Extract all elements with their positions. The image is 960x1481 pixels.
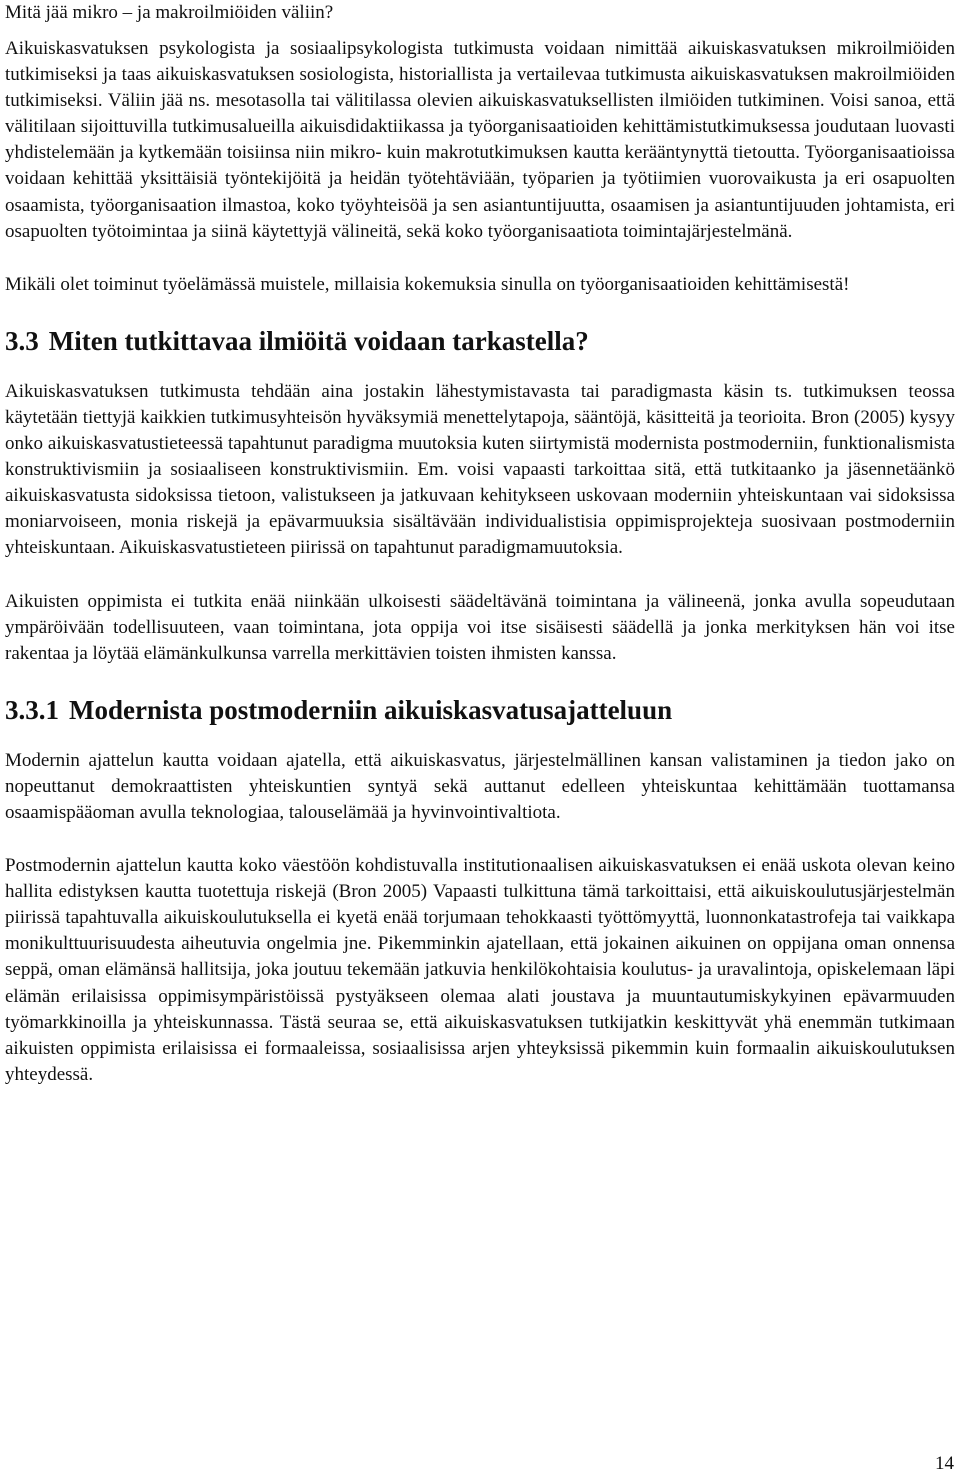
section-number: 3.3 — [5, 325, 39, 356]
intro-paragraph-1: Aikuiskasvatuksen psykologista ja sosiaalipsykologista tutkimusta voidaan nimittää aikuiskasvatuksen mikroilmiöiden tutkimiseksi ja taas aikuiskasvatuksen sosiologista, historiallista ja vertailevaa tutkimusta aikuiskasvatuksen makroilmiöiden tutkimiseksi. Väliin jää ns. mesotasolla tai välitilassa olevien aikuiskasvatuksellisten ilmiöiden tutkiminen. Voisi sanoa, että välitilaan sijoittuvilla tutkimusalueilla aikuisdidaktiikassa ja työorganisaatioiden kehittämistutkimuksessa joudutaan luovasti yhdistelemään ja kytkemään toisiinsa niin mikro- kuin makrotutkimuksen kautta kerääntynyttä tietoutta. Työorganisaatioissa voidaan kehittää yksittäisiä työntekijöitä ja heidän työtehtäviään, työparien ja työtiimien vuorovaikusta ja eri osapuolten osaamista, työorganisaation ilmastoa, koko työyhteisöä ja sen asiantuntijuutta, osaamisen ja asiantuntijuuden johtamista, eri osapuolten työtoimintaa ja siinä käytettyjä välineitä, sekä koko työorganisaatiota toimintajärjestelmänä. — [5, 38, 955, 242]
header-line: Mitä jää mikro – ja makroilmiöiden väliin? — [5, 2, 334, 23]
section-heading-3-3 — [5, 325, 955, 357]
section-title: Miten tutkittavaa ilmiöitä voidaan tarkastella? — [48, 325, 589, 356]
section-title: Modernista postmoderniin aikuiskasvatusajatteluun — [69, 694, 673, 725]
section-3-3-1-paragraph-1: Modernin ajattelun kautta voidaan ajatella, että aikuiskasvatus, järjestelmällinen kansan valistaminen ja tiedon jako on nopeuttanut demokraattisten yhteiskuntien syntyä sekä auttanut edelleen yhteiskuntaa kehittämään tuottamansa osaamispääoman avulla teknologiaa, talouselämää ja hyvinvointivaltiota. — [5, 749, 955, 823]
page-number: 14 — [935, 1453, 954, 1474]
section-3-3-paragraph-1: Aikuiskasvatuksen tutkimusta tehdään aina jostakin lähestymistavasta tai paradigmasta käsin ts. tutkimuksen teossa käytetään tiettyjä kaikkien tutkimusyhteisön hyväksymiä menettelytapoja, sääntöjä, käsitteitä ja teorioita. Bron (2005) kysyy onko aikuiskasvatustieteessä tapahtunut paradigma muutoksia kuten siirtymistä modernista postmoderniin, funktionalismista konstruktivismiin ja sosiaaliseen konstruktivismiin. Em. voisi vapaasti tarkoittaa sitä, että tutkitaanko ja jäsennetäänkö aikuiskasvatusta sidoksissa tietoon, valistukseen ja jatkuvaan kehitykseen uskovaan moderniin yhteiskuntaan vai sidoksissa moniarvoiseen, monia riskejä ja epävarmuuksia sisältävään individualistisia oppimisprojekteja suosivaan postmoderniin yhteiskuntaan. Aikuiskasvatustieteen piirissä on tapahtunut paradigmamuutoksia. — [5, 380, 955, 559]
section-3-3-paragraph-2: Aikuisten oppimista ei tutkita enää niinkään ulkoisesti säädeltävänä toimintana ja välineenä, jonka avulla sopeudutaan ympäröivään todellisuuteen, vaan toimintana, jota oppija voi itse sisäisesti säädellä ja jonka merkityksen hän voi itse rakentaa ja löytää elämänkulkunsa varrella merkittävien toisten ihmisten kanssa. — [5, 590, 955, 664]
section-heading-3-3-1 — [5, 694, 955, 726]
intro-paragraph-2: Mikäli olet toiminut työelämässä muistele, millaisia kokemuksia sinulla on työorganisaatioiden kehittämisestä! — [5, 273, 850, 295]
section-number: 3.3.1 — [5, 694, 59, 725]
document-page — [5, 0, 955, 1115]
section-3-3-1-paragraph-2: Postmodernin ajattelun kautta koko väestöön kohdistuvalla institutionaalisen aikuiskasvatuksen ei enää uskota olevan keino hallita edistyksen kautta tuotettuja riskejä (Bron 2005) Vapaasti tulkittuna tämä tarkoittaisi, että aikuiskoulutusjärjestelmän piirissä tapahtuvalla aikuiskoulutuksella ei kyetä enää torjumaan tehokkaasti työttömyyttä, luonnonkatastrofeja tai vaikkapa monikulttuurisuudesta aiheutuvia ongelmia jne. Pikemminkin ajatellaan, että jokainen aikuinen on oppijana oman onnensa seppä, oman elämänsä hallitsija, joka joutuu tekemään jatkuvia henkilökohtaisia koulutus- ja uravalintoja, opiskelemaan läpi elämän erilaisissa oppimisympäristöissä pystyäkseen olemaa alati joustava ja muuntautumiskykyinen epävarmuuden työmarkkinoilla ja yhteiskunnassa. Tästä seuraa se, että aikuiskasvatuksen tutkijatkin keskittyvät yhä enemmän tutkimaan aikuisten oppimista erilaisissa ei formaaleissa, sosiaalisissa arjen yhteyksissä pikemmin kuin formaalin aikuiskoulutuksen yhteydessä. — [5, 855, 955, 1085]
